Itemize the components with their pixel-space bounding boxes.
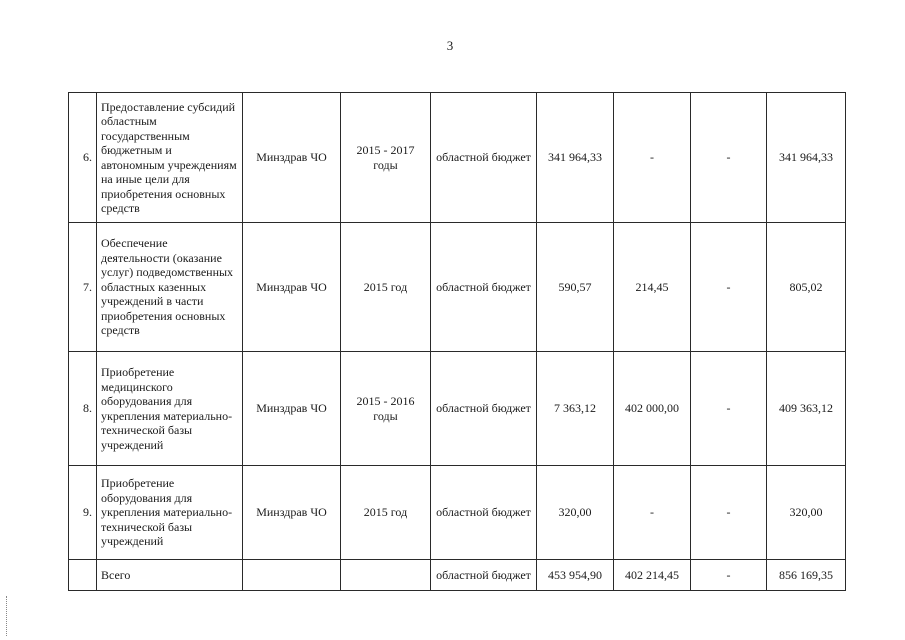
executor-cell: Минздрав ЧО <box>243 466 341 560</box>
activity-description: Предоставление субсидий областным государственным бюджетным и автономным учреждениям на иные цели для приобретения основных средств <box>97 93 243 223</box>
amount-cell-3: - <box>691 352 767 466</box>
executor-cell <box>243 560 341 591</box>
table-row <box>69 352 846 466</box>
total-label: Всего <box>97 560 243 591</box>
activity-description: Приобретение медицинского оборудования для укрепления материально-технической базы учреждений <box>97 352 243 466</box>
amount-cell-3: - <box>691 93 767 223</box>
funding-source-cell: областной бюджет <box>431 560 537 591</box>
row-number: 8. <box>69 352 97 466</box>
period-cell: 2015 год <box>341 223 431 352</box>
program-activities-table <box>68 92 846 591</box>
amount-cell-2: - <box>614 93 691 223</box>
page-number: 3 <box>446 38 454 53</box>
row-number: 6. <box>69 93 97 223</box>
amount-cell-1: 320,00 <box>537 466 614 560</box>
amount-cell-3: - <box>691 560 767 591</box>
scan-margin-mark <box>6 596 8 636</box>
total-cell: 341 964,33 <box>767 93 846 223</box>
amount-cell-2: 214,45 <box>614 223 691 352</box>
total-cell: 856 169,35 <box>767 560 846 591</box>
amount-cell-2: 402 000,00 <box>614 352 691 466</box>
amount-cell-1: 590,57 <box>537 223 614 352</box>
period-cell: 2015 - 2017 годы <box>341 93 431 223</box>
row-number: 9. <box>69 466 97 560</box>
period-cell: 2015 год <box>341 466 431 560</box>
amount-cell-3: - <box>691 223 767 352</box>
funding-source-cell: областной бюджет <box>431 466 537 560</box>
executor-cell: Минздрав ЧО <box>243 93 341 223</box>
total-row <box>69 560 846 591</box>
funding-source-cell: областной бюджет <box>431 352 537 466</box>
period-cell <box>341 560 431 591</box>
executor-cell: Минздрав ЧО <box>243 223 341 352</box>
funding-source-cell: областной бюджет <box>431 93 537 223</box>
amount-cell-2: - <box>614 466 691 560</box>
total-cell: 805,02 <box>767 223 846 352</box>
total-cell: 409 363,12 <box>767 352 846 466</box>
row-number: 7. <box>69 223 97 352</box>
table-row <box>69 223 846 352</box>
period-cell: 2015 - 2016 годы <box>341 352 431 466</box>
amount-cell-1: 453 954,90 <box>537 560 614 591</box>
table-row <box>69 466 846 560</box>
total-cell: 320,00 <box>767 466 846 560</box>
executor-cell: Минздрав ЧО <box>243 352 341 466</box>
activity-description: Приобретение оборудования для укрепления материально-технической базы учреждений <box>97 466 243 560</box>
amount-cell-2: 402 214,45 <box>614 560 691 591</box>
funding-source-cell: областной бюджет <box>431 223 537 352</box>
table-row <box>69 93 846 223</box>
row-number <box>69 560 97 591</box>
amount-cell-1: 341 964,33 <box>537 93 614 223</box>
activity-description: Обеспечение деятельности (оказание услуг) подведомственных областных казенных учреждений в части приобретения основных средств <box>97 223 243 352</box>
amount-cell-1: 7 363,12 <box>537 352 614 466</box>
amount-cell-3: - <box>691 466 767 560</box>
